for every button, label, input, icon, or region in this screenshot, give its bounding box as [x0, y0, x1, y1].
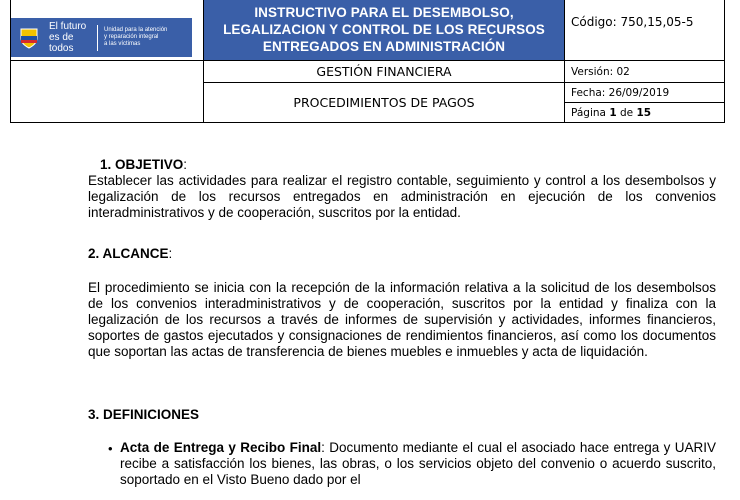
- fecha-cell: Fecha: 26/09/2019: [565, 83, 725, 103]
- bullet-dot: •: [108, 441, 113, 456]
- alcance-title: 2. ALCANCE: [88, 246, 169, 261]
- logo-subtitle-3: a las víctimas: [104, 41, 141, 47]
- document-title: [204, 0, 565, 61]
- objetivo-colon: :: [183, 157, 188, 172]
- objetivo-title: 1. OBJETIVO: [100, 157, 184, 172]
- pagina-actual: 1: [609, 106, 617, 119]
- definition-term: Acta de Entrega y Recibo Final: [120, 440, 322, 455]
- pagina-label: Página: [571, 106, 610, 119]
- pagina-de: de: [616, 106, 637, 119]
- area-cell: GESTIÓN FINANCIERA: [204, 61, 565, 83]
- section-definiciones-heading: 3. DEFINICIONES: [88, 407, 200, 422]
- objetivo-text: Establecer las actividades para realizar el registro contable, seguimiento y control a los desembolsos y legalización de los recursos entregados en administración en ejecución de los convenios interadministrativos y de cooperación, suscritos por la entidad.: [88, 173, 716, 220]
- logo-line-2: es de todos: [49, 32, 74, 54]
- logo-subtitle-1: Unidad para la atención: [104, 27, 168, 33]
- logo-entity: [104, 27, 184, 48]
- title-line-1: INSTRUCTIVO PARA EL DESEMBOLSO,: [254, 5, 514, 20]
- definition-text: : Documento mediante el cual el asociado hace entrega y UARIV recibe a satisfacción los bienes, las obras, o los servicios objeto del convenio o acuerdo suscrito, soportado en el Visto Bueno dado por el: [120, 440, 716, 487]
- logo: [11, 18, 192, 57]
- alcance-colon: :: [168, 246, 173, 261]
- alcance-text: El procedimiento se inicia con la recepción de la información relativa a la solicitud de los desembolsos de los convenios interadministrativos y de cooperación, suscritos por la entidad y finaliza con la legalización de los recursos a través de informes de supervisión y actividades, informes financieros, soportes de gastos ejecutados y consignaciones de rendimientos financieros, así como los documentos que soportan las actas de transferencia de bienes muebles e inmuebles y acta de liquidación.: [88, 280, 716, 359]
- logo-line-1: El futuro: [49, 21, 87, 32]
- section-objetivo-heading: [100, 157, 187, 172]
- version-cell: Versión: 02: [565, 61, 725, 83]
- pagina-total: 15: [636, 106, 652, 119]
- definition-acta-entrega: [120, 440, 716, 488]
- title-line-2: LEGALIZACION Y CONTROL DE LOS RECURSOS: [223, 22, 545, 37]
- procedimiento-cell: PROCEDIMIENTOS DE PAGOS: [204, 83, 565, 123]
- codigo-cell: Código: 750,15,05-5: [565, 0, 725, 61]
- title-line-3: ENTREGADOS EN ADMINISTRACIÓN: [262, 39, 506, 54]
- logo-subtitle-2: y reparación integral: [104, 34, 159, 40]
- section-alcance-heading: [88, 246, 172, 261]
- pagina-cell: [565, 103, 725, 123]
- logo-cell-lower: [11, 61, 204, 123]
- logo-divider: [97, 25, 98, 51]
- logo-slogan: [49, 21, 93, 54]
- coat-of-arms-icon: [19, 27, 39, 49]
